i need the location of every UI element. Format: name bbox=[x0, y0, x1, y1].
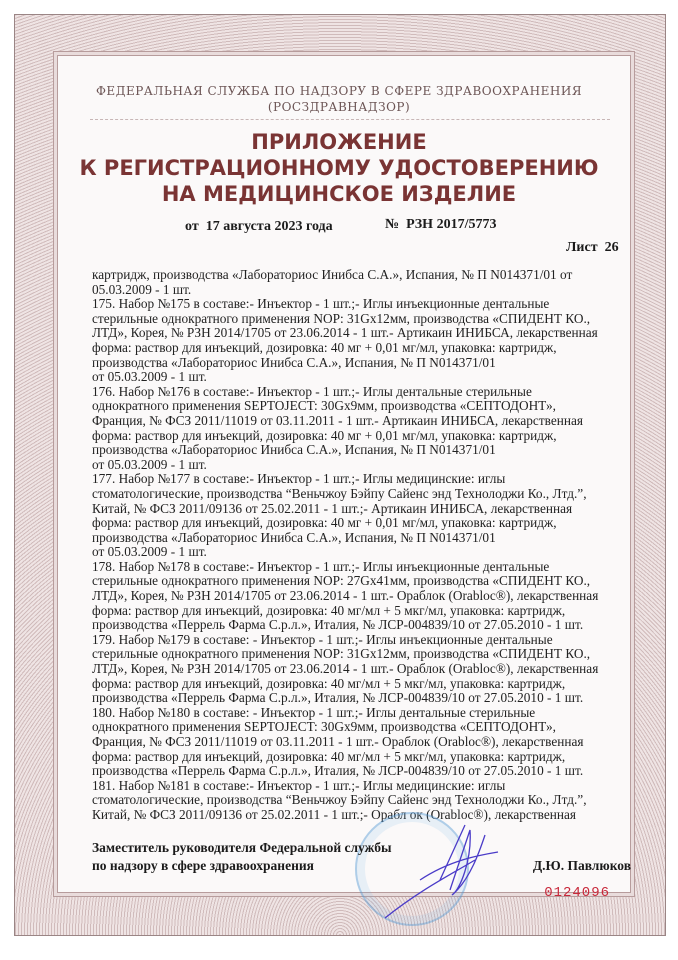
body-line: производства «Перрель Фарма С.р.л.», Италия, № ЛСР-004839/10 от 27.05.2010 - 1 шт. bbox=[92, 690, 584, 706]
body-line: форма: раствор для инъекций, дозировка: 40 мг + 0,01 мг/мл, упаковка: картридж, bbox=[92, 515, 557, 531]
signer-title-line1: Заместитель руководителя Федеральной службы bbox=[92, 840, 392, 855]
body-line: производства «Перрель Фарма С.р.л.», Италия, № ЛСР-004839/10 от 27.05.2010 - 1 шт. bbox=[92, 763, 584, 779]
body-line: картридж, производства «Лабораториос Инибса С.А.», Испания, № П N014371/01 от bbox=[92, 267, 573, 282]
body-line: однократного применения SEPTOJECT: 30Gx9мм, производства «СЕПТОДОНТ», bbox=[92, 398, 556, 414]
body-line: 178. Набор №178 в составе:- Инъектор - 1 шт.;- Иглы инъекционные дентальные bbox=[92, 558, 550, 574]
body-line: производства «Лабораториос Инибса С.А.», Испания, № П N014371/01 bbox=[92, 529, 496, 545]
body-line: 05.03.2009 - 1 шт. bbox=[92, 281, 192, 297]
body-line: 181. Набор №181 в составе:- Инъектор - 1 шт.;- Иглы медицинские: иглы bbox=[92, 777, 506, 793]
body-line: форма: раствор для инъекций, дозировка: 40 мг + 0,01 мг/мл, упаковка: картридж, bbox=[92, 339, 557, 355]
body-line: от 05.03.2009 - 1 шт. bbox=[92, 456, 207, 472]
body-line: форма: раствор для инъекций, дозировка: 40 мг + 0,01 мг/мл, упаковка: картридж, bbox=[92, 427, 557, 443]
body-line: 176. Набор №176 в составе:- Инъектор - 1 шт.;- Иглы дентальные стерильные bbox=[92, 383, 532, 399]
agency-name: ФЕДЕРАЛЬНАЯ СЛУЖБА ПО НАДЗОРУ В СФЕРЕ ЗДРАВООХРАНЕНИЯ bbox=[95, 84, 583, 98]
body-line: форма: раствор для инъекций, дозировка: 40 мг/мл + 5 мкг/мл, упаковка: картридж, bbox=[92, 602, 566, 618]
body-line: от 05.03.2009 - 1 шт. bbox=[92, 544, 207, 560]
agency-abbreviation: (РОСЗДРАВНАДЗОР) bbox=[267, 100, 411, 114]
body-line: стерильные однократного применения NOP: 31Gx12мм, производства «СПИДЕНТ КО., bbox=[92, 310, 591, 326]
body-line: 175. Набор №175 в составе:- Инъектор - 1 шт.;- Иглы инъекционные дентальные bbox=[92, 296, 550, 312]
document-body bbox=[92, 268, 598, 823]
body-line: Китай, № ФСЗ 2011/09136 от 25.02.2011 - 1 шт.;- Орабл ок (Orabloc®), лекарственная bbox=[92, 806, 576, 822]
body-line: производства «Лабораториос Инибса С.А.», Испания, № П N014371/01 bbox=[92, 354, 496, 370]
body-line: однократного применения SEPTOJECT: 30Gx9мм, производства «СЕПТОДОНТ», bbox=[92, 719, 556, 735]
doc-title: ПРИЛОЖЕНИЕ bbox=[251, 130, 427, 154]
doc-subtitle-2: НА МЕДИЦИНСКОЕ ИЗДЕЛИЕ bbox=[161, 182, 517, 206]
registration-number: № РЗН 2017/5773 bbox=[385, 217, 497, 232]
body-line: 177. Набор №177 в составе:- Инъектор - 1 шт.;- Иглы медицинские: иглы bbox=[92, 471, 506, 487]
serial-number: 0124096 bbox=[544, 885, 610, 901]
doc-subtitle-1: К РЕГИСТРАЦИОННОМУ УДОСТОВЕРЕНИЮ bbox=[79, 156, 599, 180]
signer-name: Д.Ю. Павлюков bbox=[532, 858, 631, 873]
body-line: форма: раствор для инъекций, дозировка: 40 мг/мл + 5 мкг/мл, упаковка: картридж, bbox=[92, 675, 566, 691]
body-line: ЛТД», Корея, № РЗН 2014/1705 от 23.06.2014 - 1 шт.- Артикаин ИНИБСА, лекарственная bbox=[92, 325, 598, 341]
issue-date: от 17 августа 2023 года bbox=[185, 219, 333, 234]
body-line: ЛТД», Корея, № РЗН 2014/1705 от 23.06.2014 - 1 шт.- Ораблок (Orabloc®), лекарственная bbox=[92, 588, 599, 604]
body-line: 179. Набор №179 в составе: - Инъектор - 1 шт.;- Иглы инъекционные дентальные bbox=[92, 631, 553, 647]
body-line: стерильные однократного применения NOP: 31Gx12мм, производства «СПИДЕНТ КО., bbox=[92, 646, 591, 662]
body-line: стоматологические, производства “Веньчжоу Бэйпу Сайенс энд Технолоджи Ко., Лтд.”, bbox=[92, 485, 587, 501]
body-line: Франция, № ФСЗ 2011/11019 от 03.11.2011 - 1 шт.- Ораблок (Orabloc®), лекарственная bbox=[92, 734, 584, 749]
body-line: стерильные однократного применения NOP: 27Gx41мм, производства «СПИДЕНТ КО., bbox=[92, 573, 591, 589]
body-line: стоматологические, производства “Веньчжоу Бэйпу Сайенс энд Технолоджи Ко., Лтд.”, bbox=[92, 792, 587, 808]
body-line: ЛТД», Корея, № РЗН 2014/1705 от 23.06.2014 - 1 шт.- Ораблок (Orabloc®), лекарственная bbox=[92, 661, 599, 677]
sheet-number: Лист 26 bbox=[566, 240, 619, 255]
signer-title-line2: по надзору в сфере здравоохранения bbox=[92, 858, 314, 873]
body-line: производства «Перрель Фарма С.р.л.», Италия, № ЛСР-004839/10 от 27.05.2010 - 1 шт. bbox=[92, 617, 584, 633]
header-divider bbox=[90, 119, 610, 120]
signature bbox=[380, 820, 500, 920]
body-line: 180. Набор №180 в составе: - Инъектор - 1 шт.;- Иглы дентальные стерильные bbox=[92, 704, 536, 720]
body-line: Франция, № ФСЗ 2011/11019 от 03.11.2011 - 1 шт.- Артикаин ИНИБСА, лекарственная bbox=[92, 412, 583, 428]
body-line: от 05.03.2009 - 1 шт. bbox=[92, 369, 207, 385]
body-line: Китай, № ФСЗ 2011/09136 от 25.02.2011 - 1 шт.;- Артикаин ИНИБСА, лекарственная bbox=[92, 500, 573, 516]
body-line: форма: раствор для инъекций, дозировка: 40 мг/мл + 5 мкг/мл, упаковка: картридж, bbox=[92, 748, 566, 764]
body-line: производства «Лабораториос Инибса С.А.», Испания, № П N014371/01 bbox=[92, 442, 496, 458]
